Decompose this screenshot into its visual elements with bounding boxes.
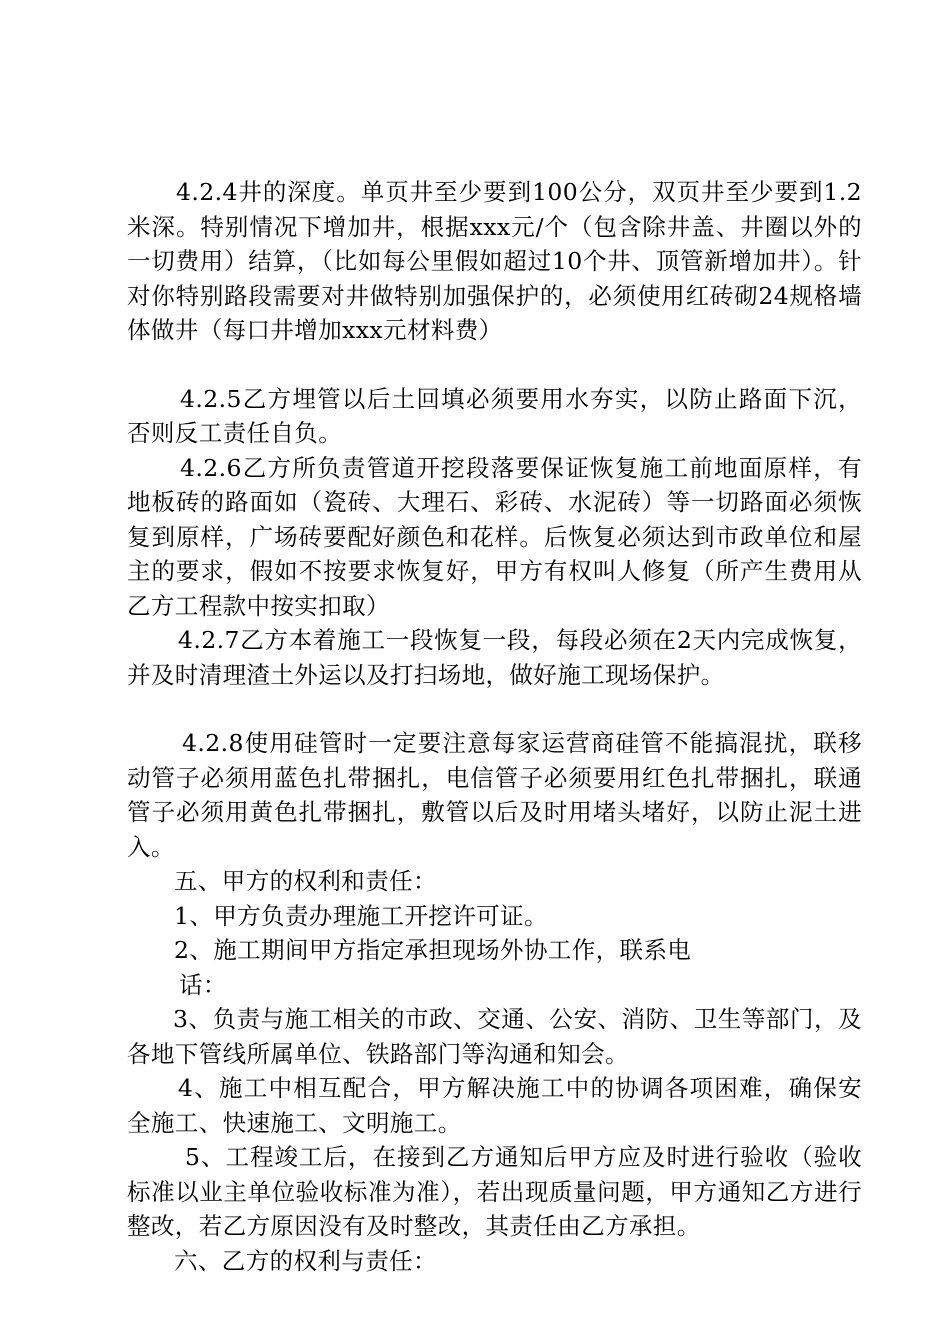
clause-4-2-4: 4.2.4井的深度。单页井至少要到100公分，双页井至少要到1.2米深。特别情况下增加井，根据xxx元/个（包含除井盖、井圈以外的一切费用）结算，（比如每公里假如超过10个井、顶管新增加井）。针对你特别路段需要对井做特别加强保护的，必须使用红砖砌24规格墙体做井（每口井增加xxx元材料费） (127, 178, 862, 344)
clause-4-2-7: 4.2.7乙方本着施工一段恢复一段，每段必须在2天内完成恢复，并及时清理渣土外运以及打扫场地，做好施工现场保护。 (127, 626, 862, 689)
party-a-item-5: 5、工程竣工后，在接到乙方通知后甲方应及时进行验收（验收标准以业主单位验收标准为准），若出现质量问题，甲方通知乙方进行整改，若乙方原因没有及时整改，其责任由乙方承担。 (127, 1143, 862, 1240)
party-a-item-1: 1、甲方负责办理施工开挖许可证。 (174, 901, 548, 930)
party-a-item-2: 2、施工期间甲方指定承担现场外协工作，联系电 (174, 936, 692, 964)
clause-4-2-8: 4.2.8使用硅管时一定要注意每家运营商硅管不能搞混扰，联移动管子必须用蓝色扎带捆扎，电信管子必须要用红色扎带捆扎，联通管子必须用黄色扎带捆扎，敷管以后及时用堵头堵好，以防止泥土进入。 (127, 729, 862, 861)
document-body (127, 175, 862, 1278)
section-heading-party-a: 五、甲方的权利和责任： (174, 867, 437, 895)
clause-4-2-6: 4.2.6乙方所负责管道开挖段落要保证恢复施工前地面原样，有地板砖的路面如（瓷砖、大理石、彩砖、水泥砖）等一切路面必须恢复到原样，广场砖要配好颜色和花样。后恢复必须达到市政单位和屋主的要求，假如不按要求恢复好，甲方有权叫人修复（所产生费用从乙方工程款中按实扣取） (127, 453, 862, 620)
party-a-item-3: 3、负责与施工相关的市政、交通、公安、消防、卫生等部门，及各地下管线所属单位、铁路部门等沟通和知会。 (127, 1005, 862, 1068)
clause-4-2-5: 4.2.5乙方埋管以后土回填必须要用水夯实，以防止路面下沉，否则反工责任自负。 (127, 384, 862, 447)
party-a-item-2-phone: 话： (179, 970, 227, 999)
party-a-item-4: 4、施工中相互配合，甲方解决施工中的协调各项困难，确保安全施工、快速施工、文明施工。 (127, 1074, 862, 1137)
section-heading-party-b: 六、乙方的权利与责任： (174, 1246, 437, 1275)
